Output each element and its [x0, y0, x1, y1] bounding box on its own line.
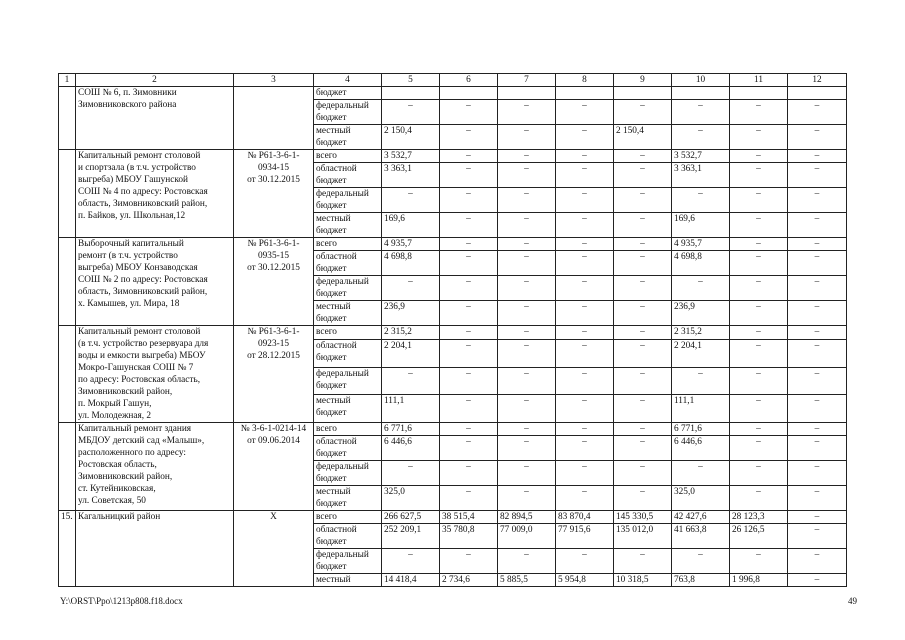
value-cell: – — [730, 163, 788, 188]
document-ref: № Р61-3-6-1- 0935-15 от 30.12.2015 — [234, 238, 314, 326]
value-cell: 10 318,5 — [614, 574, 672, 587]
value-cell: – — [498, 436, 556, 461]
table-row — [59, 87, 847, 100]
document-ref: № 3-6-1-0214-14 от 09.06.2014 — [234, 423, 314, 511]
value-cell: – — [614, 150, 672, 163]
value-cell: – — [730, 340, 788, 368]
budget-type: областной бюджет — [314, 524, 382, 549]
budget-type: федеральный бюджет — [314, 367, 382, 395]
value-cell: – — [788, 574, 847, 587]
budget-type: областной бюджет — [314, 163, 382, 188]
value-cell: – — [498, 423, 556, 436]
value-cell — [498, 87, 556, 100]
value-cell: – — [498, 367, 556, 395]
value-cell: – — [730, 251, 788, 276]
value-cell: 236,9 — [672, 301, 730, 326]
row-number — [59, 150, 76, 238]
budget-type: местный бюджет — [314, 125, 382, 150]
budget-type: местный бюджет — [314, 395, 382, 423]
table-row — [59, 511, 847, 524]
value-cell: 82 894,5 — [498, 511, 556, 524]
value-cell: – — [556, 461, 614, 486]
value-cell: – — [440, 100, 498, 125]
value-cell — [556, 87, 614, 100]
value-cell: – — [614, 486, 672, 511]
value-cell: – — [788, 100, 847, 125]
value-cell: – — [382, 461, 440, 486]
value-cell: – — [440, 436, 498, 461]
value-cell: – — [498, 486, 556, 511]
value-cell: – — [788, 486, 847, 511]
value-cell: – — [730, 125, 788, 150]
budget-type: федеральный бюджет — [314, 188, 382, 213]
value-cell: – — [788, 423, 847, 436]
value-cell: 26 126,5 — [730, 524, 788, 549]
value-cell: – — [440, 188, 498, 213]
header-cell: 7 — [498, 74, 556, 87]
value-cell: – — [788, 238, 847, 251]
value-cell: – — [614, 326, 672, 340]
value-cell: – — [440, 423, 498, 436]
header-cell: 2 — [76, 74, 234, 87]
value-cell: 3 532,7 — [672, 150, 730, 163]
value-cell: – — [440, 461, 498, 486]
table-row — [59, 326, 847, 340]
value-cell: – — [556, 100, 614, 125]
value-cell: – — [788, 549, 847, 574]
value-cell: – — [440, 301, 498, 326]
value-cell: 6 446,6 — [382, 436, 440, 461]
value-cell: – — [498, 125, 556, 150]
value-cell: – — [730, 326, 788, 340]
value-cell: – — [498, 213, 556, 238]
value-cell: – — [788, 340, 847, 368]
value-cell: – — [788, 276, 847, 301]
table-row — [59, 423, 847, 436]
value-cell: 77 915,6 — [556, 524, 614, 549]
value-cell: 2 315,2 — [672, 326, 730, 340]
value-cell: – — [730, 150, 788, 163]
header-cell: 4 — [314, 74, 382, 87]
value-cell: – — [556, 367, 614, 395]
value-cell: – — [614, 163, 672, 188]
value-cell: – — [556, 423, 614, 436]
row-number: 15. — [59, 511, 76, 587]
value-cell: – — [730, 276, 788, 301]
value-cell: 3 532,7 — [382, 150, 440, 163]
value-cell: 325,0 — [672, 486, 730, 511]
budget-type: всего — [314, 150, 382, 163]
value-cell: – — [614, 395, 672, 423]
budget-type: всего — [314, 511, 382, 524]
value-cell: 4 698,8 — [382, 251, 440, 276]
value-cell: 2 204,1 — [672, 340, 730, 368]
row-number — [59, 87, 76, 150]
value-cell: 35 780,8 — [440, 524, 498, 549]
value-cell: – — [730, 486, 788, 511]
value-cell: 169,6 — [382, 213, 440, 238]
value-cell: – — [556, 238, 614, 251]
value-cell: – — [672, 461, 730, 486]
value-cell: – — [614, 251, 672, 276]
header-cell: 8 — [556, 74, 614, 87]
value-cell: – — [498, 188, 556, 213]
value-cell: 6 446,6 — [672, 436, 730, 461]
value-cell: – — [440, 213, 498, 238]
value-cell: 41 663,8 — [672, 524, 730, 549]
value-cell: – — [614, 461, 672, 486]
value-cell: 325,0 — [382, 486, 440, 511]
value-cell: – — [730, 549, 788, 574]
value-cell: – — [788, 461, 847, 486]
value-cell: – — [498, 461, 556, 486]
value-cell: – — [440, 326, 498, 340]
document-ref — [234, 87, 314, 150]
value-cell — [382, 87, 440, 100]
value-cell: – — [730, 461, 788, 486]
budget-type: местный бюджет — [314, 486, 382, 511]
value-cell: 28 123,3 — [730, 511, 788, 524]
value-cell: – — [498, 395, 556, 423]
value-cell: – — [498, 150, 556, 163]
value-cell: 42 427,6 — [672, 511, 730, 524]
value-cell: – — [556, 436, 614, 461]
value-cell: – — [556, 549, 614, 574]
value-cell: – — [614, 367, 672, 395]
budget-type: местный бюджет — [314, 301, 382, 326]
value-cell: – — [730, 395, 788, 423]
header-cell: 11 — [730, 74, 788, 87]
page-number: 49 — [848, 596, 857, 606]
value-cell: – — [730, 213, 788, 238]
header-cell: 6 — [440, 74, 498, 87]
value-cell: – — [382, 549, 440, 574]
value-cell: – — [556, 276, 614, 301]
value-cell: – — [556, 486, 614, 511]
budget-type: федеральный бюджет — [314, 549, 382, 574]
value-cell — [440, 87, 498, 100]
row-number — [59, 326, 76, 423]
value-cell: – — [672, 100, 730, 125]
row-number — [59, 238, 76, 326]
row-number — [59, 423, 76, 511]
object-name: Капитальный ремонт столовой и спортзала (в т.ч. устройство выгреба) МБОУ Гашунской СОШ № 4 по адресу: Ростовская область, Зимовниковский район, п. Байков, ул. Школьная,12 — [76, 150, 234, 238]
value-cell: – — [556, 188, 614, 213]
header-cell: 1 — [59, 74, 76, 87]
object-name: СОШ № 6, п. Зимовники Зимовниковского района — [76, 87, 234, 150]
value-cell: – — [788, 301, 847, 326]
object-name: Кагальницкий район — [76, 511, 234, 587]
value-cell: – — [440, 549, 498, 574]
value-cell: 83 870,4 — [556, 511, 614, 524]
value-cell: – — [614, 238, 672, 251]
value-cell: – — [556, 326, 614, 340]
object-name: Капитальный ремонт здания МБДОУ детский сад «Малыш», расположенного по адресу: Ростовская область, Зимовниковский район, ст. Кутейниковская, ул. Советская, 50 — [76, 423, 234, 511]
budget-type: всего — [314, 423, 382, 436]
value-cell: – — [498, 238, 556, 251]
value-cell: 38 515,4 — [440, 511, 498, 524]
budget-type: местный — [314, 574, 382, 587]
value-cell: – — [672, 276, 730, 301]
budget-type: бюджет — [314, 87, 382, 100]
value-cell: – — [788, 163, 847, 188]
value-cell — [672, 87, 730, 100]
value-cell: 4 935,7 — [672, 238, 730, 251]
value-cell: – — [498, 549, 556, 574]
value-cell: 236,9 — [382, 301, 440, 326]
value-cell: – — [614, 549, 672, 574]
value-cell: – — [730, 188, 788, 213]
table-row — [59, 150, 847, 163]
object-name: Капитальный ремонт столовой (в т.ч. устройство резервуара для воды и емкости выгреба) МБОУ Мокро-Гашунская СОШ № 7 по адресу: Ростовская область, Зимовниковский район, п. Мокрый Гашун, ул. Молодежная, 2 — [76, 326, 234, 423]
value-cell: – — [498, 251, 556, 276]
table-row — [59, 238, 847, 251]
value-cell: – — [440, 340, 498, 368]
value-cell: 4 698,8 — [672, 251, 730, 276]
value-cell: – — [672, 125, 730, 150]
value-cell: 3 363,1 — [382, 163, 440, 188]
value-cell: 5 954,8 — [556, 574, 614, 587]
header-cell: 3 — [234, 74, 314, 87]
value-cell: – — [788, 436, 847, 461]
value-cell: – — [614, 340, 672, 368]
value-cell: 3 363,1 — [672, 163, 730, 188]
value-cell: 14 418,4 — [382, 574, 440, 587]
value-cell: – — [788, 251, 847, 276]
value-cell: – — [788, 367, 847, 395]
value-cell: 266 627,5 — [382, 511, 440, 524]
value-cell: – — [788, 524, 847, 549]
value-cell: – — [382, 276, 440, 301]
budget-type: всего — [314, 238, 382, 251]
value-cell: – — [614, 423, 672, 436]
value-cell: – — [788, 326, 847, 340]
document-ref: № Р61-3-6-1- 0934-15 от 30.12.2015 — [234, 150, 314, 238]
value-cell: 1 996,8 — [730, 574, 788, 587]
budget-type: федеральный бюджет — [314, 276, 382, 301]
value-cell: – — [614, 188, 672, 213]
value-cell: – — [440, 486, 498, 511]
value-cell: – — [556, 163, 614, 188]
value-cell: – — [788, 511, 847, 524]
value-cell: – — [788, 213, 847, 238]
value-cell: – — [556, 213, 614, 238]
value-cell: – — [672, 367, 730, 395]
value-cell: – — [498, 100, 556, 125]
value-cell: 2 150,4 — [614, 125, 672, 150]
value-cell: – — [556, 150, 614, 163]
object-name: Выборочный капитальный ремонт (в т.ч. устройство выгреба) МБОУ Конзаводская СОШ № 2 по адресу: Ростовская область, Зимовниковский район, х. Камышев, ул. Мира, 18 — [76, 238, 234, 326]
value-cell: 5 885,5 — [498, 574, 556, 587]
value-cell: – — [556, 251, 614, 276]
value-cell: 6 771,6 — [672, 423, 730, 436]
value-cell: – — [730, 423, 788, 436]
value-cell: – — [382, 367, 440, 395]
budget-type: местный бюджет — [314, 213, 382, 238]
value-cell: – — [614, 100, 672, 125]
value-cell: – — [788, 395, 847, 423]
value-cell: – — [556, 301, 614, 326]
document-ref: Х — [234, 511, 314, 587]
value-cell: 2 315,2 — [382, 326, 440, 340]
value-cell: – — [382, 100, 440, 125]
value-cell: – — [730, 367, 788, 395]
value-cell: – — [672, 549, 730, 574]
value-cell: – — [788, 125, 847, 150]
value-cell: 2 150,4 — [382, 125, 440, 150]
value-cell: – — [498, 326, 556, 340]
header-row — [59, 74, 847, 87]
budget-type: всего — [314, 326, 382, 340]
value-cell: – — [498, 163, 556, 188]
value-cell: 111,1 — [672, 395, 730, 423]
budget-type: областной бюджет — [314, 251, 382, 276]
value-cell: – — [556, 395, 614, 423]
value-cell: – — [498, 276, 556, 301]
value-cell: – — [440, 150, 498, 163]
value-cell — [788, 87, 847, 100]
value-cell: – — [730, 100, 788, 125]
value-cell: 763,8 — [672, 574, 730, 587]
budget-table — [58, 73, 847, 587]
budget-type: областной бюджет — [314, 436, 382, 461]
value-cell: 145 330,5 — [614, 511, 672, 524]
value-cell: 169,6 — [672, 213, 730, 238]
budget-type: федеральный бюджет — [314, 100, 382, 125]
value-cell: 135 012,0 — [614, 524, 672, 549]
header-cell: 10 — [672, 74, 730, 87]
value-cell: 252 209,1 — [382, 524, 440, 549]
value-cell: 77 009,0 — [498, 524, 556, 549]
value-cell: – — [440, 367, 498, 395]
value-cell: – — [498, 340, 556, 368]
value-cell: 2 734,6 — [440, 574, 498, 587]
value-cell — [614, 87, 672, 100]
value-cell: – — [614, 301, 672, 326]
value-cell: – — [440, 276, 498, 301]
header-cell: 5 — [382, 74, 440, 87]
value-cell: – — [440, 163, 498, 188]
value-cell: – — [556, 340, 614, 368]
header-cell: 9 — [614, 74, 672, 87]
header-cell: 12 — [788, 74, 847, 87]
document-ref: № Р61-3-6-1- 0923-15 от 28.12.2015 — [234, 326, 314, 423]
value-cell: – — [730, 436, 788, 461]
value-cell: – — [614, 213, 672, 238]
value-cell: – — [730, 301, 788, 326]
value-cell: 6 771,6 — [382, 423, 440, 436]
value-cell — [730, 87, 788, 100]
value-cell: 4 935,7 — [382, 238, 440, 251]
value-cell: – — [440, 395, 498, 423]
value-cell: – — [672, 188, 730, 213]
value-cell: – — [730, 238, 788, 251]
value-cell: – — [614, 436, 672, 461]
value-cell: – — [382, 188, 440, 213]
value-cell: – — [788, 188, 847, 213]
value-cell: – — [498, 301, 556, 326]
value-cell: 2 204,1 — [382, 340, 440, 368]
value-cell: – — [788, 150, 847, 163]
file-path: Y:\ORST\Ppo\1213p808.f18.docx — [60, 596, 183, 606]
budget-type: федеральный бюджет — [314, 461, 382, 486]
value-cell: – — [614, 276, 672, 301]
value-cell: – — [440, 251, 498, 276]
budget-type: областной бюджет — [314, 340, 382, 368]
value-cell: – — [556, 125, 614, 150]
value-cell: 111,1 — [382, 395, 440, 423]
value-cell: – — [440, 125, 498, 150]
value-cell: – — [440, 238, 498, 251]
